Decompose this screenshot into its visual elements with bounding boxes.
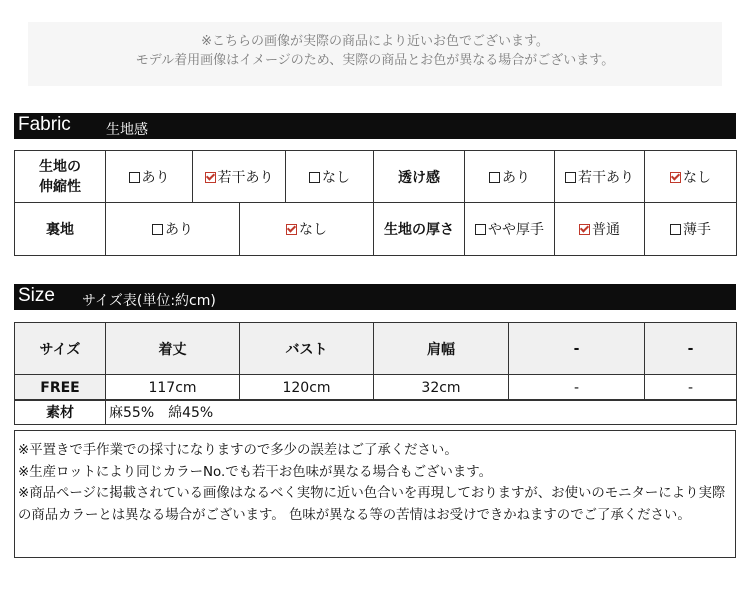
size-header-length: 着丈 [106,323,240,375]
note-2: ※生産ロットにより同じカラーNo.でも若干お色味が異なる場合もございます。 [18,464,492,480]
note-1: ※平置きで手作業での採寸になりますので多少の誤差はご了承ください。 [18,443,458,458]
size-value-shoulder: 32cm [374,375,509,401]
size-value-length: 117cm [106,375,240,401]
material-table [14,399,737,425]
sheer-option-3: なし [645,151,737,203]
notice-line-2: モデル着用画像はイメージのため、実際の商品とお色が異なる場合がございます。 [135,53,615,68]
size-title-en: Size [18,285,55,306]
checkbox-icon [565,172,576,183]
size-header-blank-2: - [645,323,737,375]
sheer-option-2: 若干あり [555,151,645,203]
notice-line-1: ※こちらの画像が実際の商品により近いお色でございます。 [201,34,549,49]
checked-checkbox-icon [205,172,216,183]
size-section-header [14,284,736,310]
material-label: 素材 [15,400,106,425]
checkbox-icon [309,172,320,183]
size-value-blank-2: - [645,375,737,401]
fabric-table-row2 [14,202,737,256]
checked-checkbox-icon [286,224,297,235]
checkbox-icon [129,172,140,183]
stretch-option-2: 若干あり [193,151,286,203]
stretch-label: 生地の 伸縮性 [15,151,106,203]
fabric-title-ja: 生地感 [106,122,148,138]
size-header-shoulder: 肩幅 [374,323,509,375]
checked-checkbox-icon [670,172,681,183]
color-notice [28,22,722,86]
checkbox-icon [489,172,500,183]
size-header-size: サイズ [15,323,106,375]
fabric-title-en: Fabric [18,114,71,135]
size-title-ja: サイズ表(単位:約cm) [82,293,216,309]
thickness-label: 生地の厚さ [374,203,465,256]
lining-label: 裏地 [15,203,106,256]
checked-checkbox-icon [579,224,590,235]
checkbox-icon [152,224,163,235]
material-value: 麻55% 綿45% [106,400,737,425]
fabric-section-header [14,113,736,139]
thickness-option-1: やや厚手 [465,203,555,256]
size-header-bust: バスト [240,323,374,375]
fabric-table-row1 [14,150,737,203]
size-header-blank-1: - [509,323,645,375]
thickness-option-2: 普通 [555,203,645,256]
size-value-blank-1: - [509,375,645,401]
size-value-size: FREE [15,375,106,401]
size-value-bust: 120cm [240,375,374,401]
stretch-option-3: なし [286,151,374,203]
notes-box [14,430,736,558]
lining-option-1: あり [106,203,240,256]
checkbox-icon [670,224,681,235]
thickness-option-3: 薄手 [645,203,737,256]
sheer-option-1: あり [465,151,555,203]
size-table [14,322,737,401]
checkbox-icon [475,224,486,235]
note-3: ※商品ページに掲載されている画像はなるべく実物に近い色合いを再現しておりますが、お使いのモニターにより実際の商品カラーとは異なる場合がございます。 色味が異なる等の苦情はお受けできかねますのでご了承ください。 [18,486,726,523]
lining-option-2: なし [240,203,374,256]
sheer-label: 透け感 [374,151,465,203]
stretch-option-1: あり [106,151,193,203]
